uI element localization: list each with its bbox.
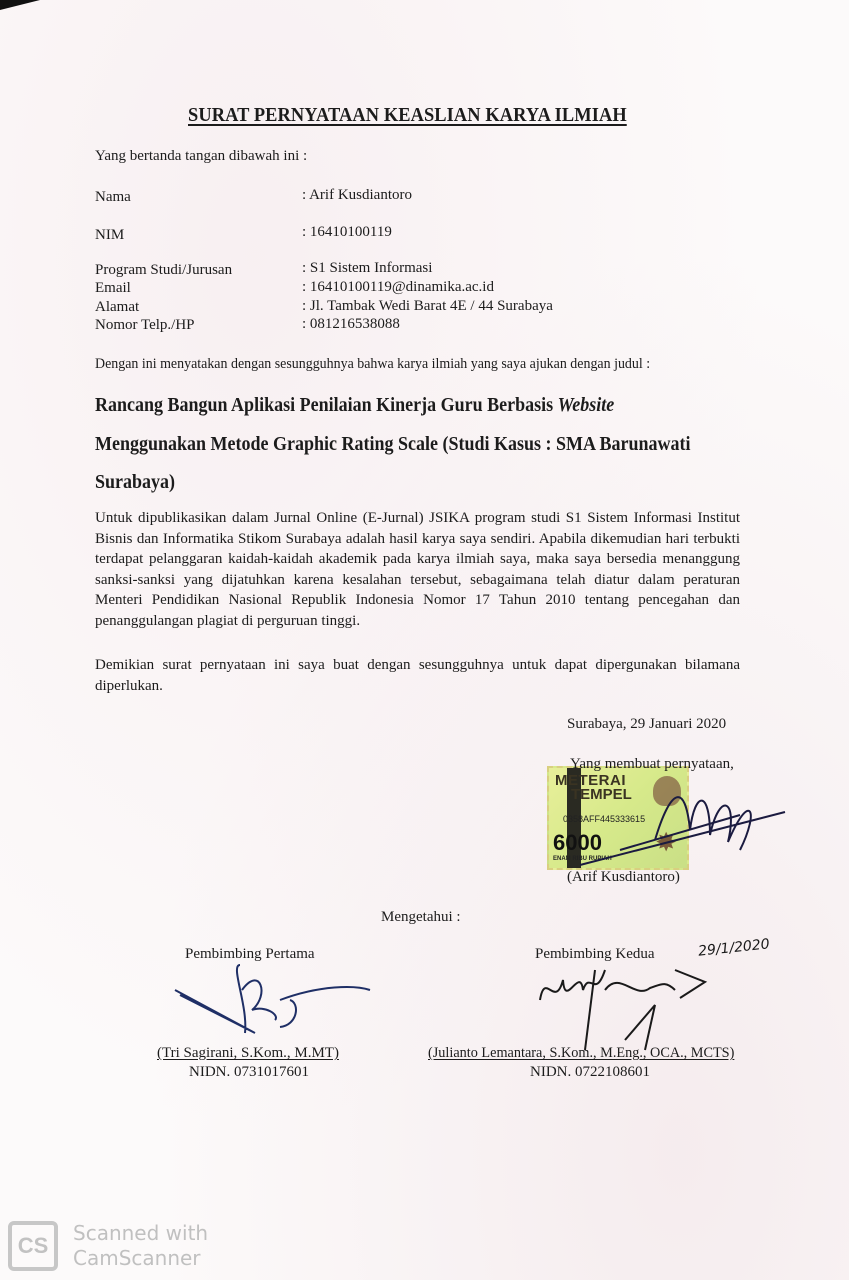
advisor-2-handwritten-date: 29/1/2020 xyxy=(697,936,771,960)
field-value-nim: : 16410100119 xyxy=(302,224,392,240)
camscanner-watermark xyxy=(73,1221,208,1271)
document-title: SURAT PERNYATAAN KEASLIAN KARYA ILMIAH xyxy=(188,104,627,126)
stamp-value: 6000 xyxy=(553,830,602,855)
paragraph-1: Untuk dipublikasikan dalam Jurnal Online (E-Jurnal) JSIKA program studi S1 Sistem Informasi Institut Bisnis dan Informatika Stikom Surabaya adalah hasil karya saya sendiri. Apabila dikemudian hari terbukti terdapat pelanggaran kaidah-kaidah akademik pada karya ilmiah saya, maka saya bersedia menanggung sanksi-sanksi yang dijatuhkan karena kesalahan tersebut, sebagaimana telah diatur dalam peraturan Menteri Pendidikan Nasional Republik Indonesia Nomor 17 Tahun 2010 tentang pencegahan dan penanggulangan plagiat di perguruan tinggi. xyxy=(95,510,740,629)
field-value-telp: : 081216538088 xyxy=(302,316,400,332)
field-label-telp: Nomor Telp./HP xyxy=(95,317,195,333)
maker-label: Yang membuat pernyataan, xyxy=(570,756,734,772)
page-corner-shadow xyxy=(0,0,40,10)
place-date: Surabaya, 29 Januari 2020 xyxy=(567,716,727,732)
watermark-line-2: CamScanner xyxy=(73,1246,201,1270)
field-value-email: : 16410100119@dinamika.ac.id xyxy=(302,279,494,295)
stamp-line-2: TEMPEL xyxy=(571,786,632,803)
camscanner-logo-icon: CS xyxy=(8,1221,58,1271)
field-value-nama: : Arif Kusdiantoro xyxy=(302,187,412,203)
judul-line-1 xyxy=(95,394,614,417)
advisor-2-signature xyxy=(535,960,715,1055)
advisor-1-nidn: NIDN. 0731017601 xyxy=(189,1064,309,1080)
stamp-code: 0358AFF445333615 xyxy=(563,814,646,824)
judul-line-2: Menggunakan Metode Graphic Rating Scale (Studi Kasus : SMA Barunawati xyxy=(95,433,691,455)
statement-text: Dengan ini menyatakan dengan sesungguhnya bahwa karya ilmiah yang saya ajukan dengan judul : xyxy=(95,356,651,372)
advisor-2-name: (Julianto Lemantara, S.Kom., M.Eng., OCA., MCTS) xyxy=(428,1045,735,1061)
judul-line-3: Surabaya) xyxy=(95,471,176,493)
field-value-prodi: : S1 Sistem Informasi xyxy=(302,260,433,276)
field-label-email: Email xyxy=(95,280,131,296)
advisor-2-nidn: NIDN. 0722108601 xyxy=(530,1064,650,1080)
advisor-2-role: Pembimbing Kedua xyxy=(535,946,655,962)
paragraph-2: Demikian surat pernyataan ini saya buat dengan sesungguhnya untuk dapat dipergunakan bilamana diperlukan. xyxy=(95,657,740,694)
field-label-alamat: Alamat xyxy=(95,299,140,315)
judul-line-1-text: Rancang Bangun Aplikasi Penilaian Kinerja Guru Berbasis xyxy=(95,394,558,416)
stamp-words: ENAM RIBU RUPIAH xyxy=(553,856,612,862)
field-label-prodi: Program Studi/Jurusan xyxy=(95,262,233,278)
watermark-line-1: Scanned with xyxy=(73,1221,209,1245)
advisor-1-name: (Tri Sagirani, S.Kom., M.MT) xyxy=(157,1045,339,1061)
acknowledge-text: Mengetahui : xyxy=(381,909,461,925)
maker-signature xyxy=(560,770,800,880)
field-value-alamat: : Jl. Tambak Wedi Barat 4E / 44 Surabaya xyxy=(302,298,553,314)
advisor-1-signature xyxy=(170,955,380,1040)
field-label-nim: NIM xyxy=(95,227,125,243)
advisor-1-role: Pembimbing Pertama xyxy=(185,946,315,962)
judul-line-1-italic: Website xyxy=(557,394,615,416)
stamp-line-1: METERAI xyxy=(555,772,626,789)
field-label-nama: Nama xyxy=(95,189,131,205)
star-emblem-icon: ✸ xyxy=(655,828,677,857)
maker-name: (Arif Kusdiantoro) xyxy=(567,869,680,885)
intro-text: Yang bertanda tangan dibawah ini : xyxy=(95,148,308,164)
